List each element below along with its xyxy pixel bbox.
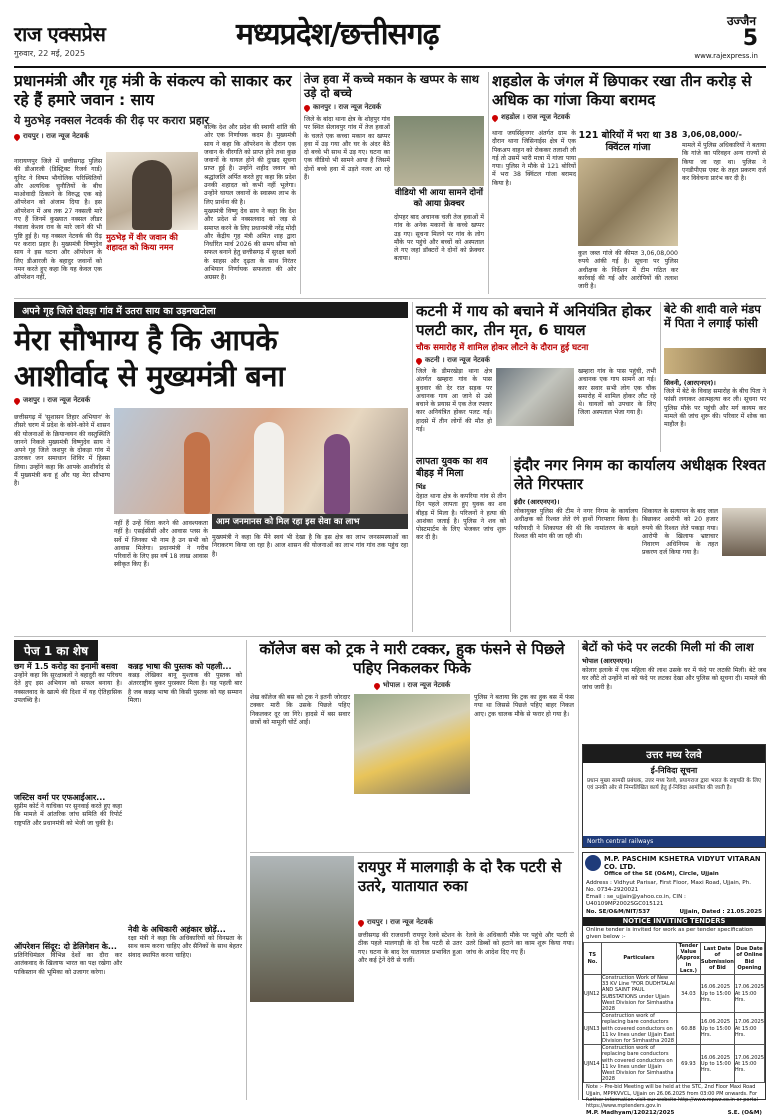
story-headline: तेज हवा में कच्चे मकान के खप्पर के साथ उड़े दो बच्चे xyxy=(304,72,479,100)
story-headline: रायपुर में मालगाड़ी के दो रैक पटरी से उतरे, यातायात रुका xyxy=(358,858,562,895)
cm-photo xyxy=(106,152,198,230)
website: www.rajexpress.in xyxy=(694,52,758,60)
item-title: नेवी के अधिकारी अहंकार छोड़ें... xyxy=(128,925,226,934)
table-header-cell: Particulars xyxy=(602,943,677,975)
photo-caption: 121 बोरियों में भरा था 38 क्विंटल गांजा xyxy=(578,130,678,153)
city-name: उज्जैन xyxy=(726,14,756,28)
table-cell: 16.06.2025 Up to 15:00 Hrs. xyxy=(700,975,734,1013)
headline-line: मेरा सौभाग्य है कि आपके xyxy=(14,323,278,357)
item-title: ऑपरेशन सिंदूर: दो डेलिगेशन के... xyxy=(14,942,117,951)
story-headline: शहडोल के जंगल में छिपाकर रखा तीन करोड़ से अधिक का गांजा किया बरामद xyxy=(492,72,752,109)
masthead xyxy=(14,8,766,64)
kicker-text: अपने गृह जिले दोवड़ा गांव में उतरा साय का उड़नखटोला xyxy=(22,306,216,317)
cm-event-photo xyxy=(114,408,408,514)
byline: सिवनी, (आरएनएन)। xyxy=(664,379,716,387)
story-column: थाना जयसिंहनगर अंतर्गत ग्राम के दौरान थाना जिसिनाईस क्षेत्र में एक पिकअप वाहन को रोककर तलाशी ली गई तो उसमें भारी मात्रा में गांजा पाया गया। पुलिस ने मौके से 121 बोरियों में भरा 38 क्विंटल गांजा बरामद किया है। xyxy=(492,130,576,187)
story-column: शेख कॉलेज की बस को ट्रक ने इतनी जोरदार टक्कर मारी कि उसके पिछले पहिए निकलकर दूर जा गिरे। हादसे में बस सवार छात्रों को मामूली चोटें आईं। xyxy=(250,694,350,726)
byline: कानपुर । राज न्यूज नेटवर्क xyxy=(313,103,382,111)
story-headline: बेटे की शादी वाले मंडप में पिता ने लगाई फांसी xyxy=(664,302,761,330)
bus-photo xyxy=(354,694,470,794)
kicker xyxy=(14,302,408,318)
issue-date: गुरुवार, 22 मई, 2025 xyxy=(14,49,86,58)
table-cell: 17.06.2025 At 15:00 Hrs. xyxy=(734,1013,764,1045)
story-column: नारायणपुर जिले में छत्तीसगढ़ पुलिस की डीआरजी (डिस्ट्रिक्ट रिजर्व गार्ड) यूनिट ने विषम भौगोलिक परिस्थितियों और अत्यधिक चुनौतियों के बीच माओवादी ठिकाने के विरुद्ध एक बड़े ऑपरेशन को अंजाम दिया है। इस ऑपरेशन में अब तक 27 नक्सली मारे गए हैं जिनमें कुख्यात नक्सल लीडर नंबाला केशव राव के मारे जाने की भी पुष्टि हुई है। यह नक्सल नेटवर्क की रीढ़ पर करारा प्रहार है। मुख्यमंत्री विष्णुदेव साय ने इस घटना और ऑपरेशन के लिए डीआरजी के बहादुर जवानों को नमन करते हुए कहा कि यह केवल एक ऑपरेशन नहीं, xyxy=(14,158,102,282)
story-column: शिकायत के सत्यापन के बाद जाल बिछाकर आरोपी को 20 हजार रुपये की रिश्वत लेते पकड़ा गया। आरोपी के खिलाफ भ्रष्टाचार निवारण अधिनियम के तहत प्रकरण दर्ज किया गया है। xyxy=(642,508,718,557)
item-text: कन्नड़ लेखिका बानू मुश्ताक की पुस्तक को अंतरराष्ट्रीय बुकर पुरस्कार मिला है। यह पहली बार है जब कन्नड़ भाषा की किसी पुस्तक को यह सम्मान मिला। xyxy=(128,672,242,704)
table-header-cell: TS No. xyxy=(584,943,602,975)
person-silhouette-icon xyxy=(254,422,284,514)
story-bhind xyxy=(416,456,506,632)
item-title: छग में 1.5 करोड़ का इनामी बसवा xyxy=(14,662,118,671)
tender-table xyxy=(583,942,765,1083)
story-wind xyxy=(304,72,484,294)
story-column: बल्कि देश और प्रदेश की स्थायी शांति की ओर एक निर्णायक कदम है। मुख्यमंत्री साय ने कहा कि ऑपरेशन के दौरान एक जवान के वीरगति को प्राप्त होने तथा कुछ जवानों के घायल होने की दुःखद सूचना प्राप्त हुई है। उन्होंने शहीद जवान को श्रद्धांजलि अर्पित करते हुए कहा कि प्रदेश उनकी शहादत को कभी नहीं भूलेगा। उन्होंने घायल जवानों के स्वास्थ्य लाभ के लिए प्रार्थना की है। xyxy=(204,124,296,206)
table-cell: UJN12 xyxy=(584,975,602,1013)
ad-office: Office of the SE (O&M), Circle, Ujjain xyxy=(604,871,719,877)
story-headline: पेज 1 का शेष xyxy=(14,640,98,661)
table-row xyxy=(584,975,765,1013)
story-pm-cm xyxy=(14,72,296,294)
story-headline: कॉलेज बस को ट्रक ने मारी टक्कर, हुक फंसने से पिछले पहिए निकलकर फिके xyxy=(259,640,565,677)
page-number: 5 xyxy=(742,26,758,51)
table-cell: 17.06.2025 At 15:00 Hrs. xyxy=(734,975,764,1013)
table-header-row xyxy=(584,943,765,975)
photo-caption: वीडियो भी आया सामने दोनों को आया फ्रेक्चर xyxy=(394,188,484,209)
item-text: प्रतिनिधिमंडल विभिन्न देशों का दौरा कर आतंकवाद के खिलाफ भारत का पक्ष रखेगा और पाकिस्तान की भूमिका को उजागर करेगा। xyxy=(14,952,122,976)
story-column: देहात थाना क्षेत्र के कपरिया गांव से तीन दिन पहले लापता हुए युवक का शव बीहड़ में मिला है। परिजनों ने हत्या की आशंका जताई है। पुलिस ने शव को पोस्टमार्टम के लिए भेजकर जांच शुरू कर दी है। xyxy=(416,493,506,542)
story-column: पुलिस ने बताया कि ट्रक का हुक बस में फंस गया था जिससे पिछले पहिए बाहर निकल आए। ट्रक चालक मौके से फरार हो गया है। xyxy=(474,694,574,718)
ganja-photo xyxy=(578,158,678,246)
table-header-cell: Tender Value (Approx in Lacs.) xyxy=(676,943,700,974)
story-ganja xyxy=(492,72,766,294)
story-column: खम्हारा गांव के पास पहुंची, तभी अचानक एक गाय सामने आ गई। कार सवार सभी लोग एक चौक समारोह में शामिल होकर लौट रहे थे। घायलों को उपचार के लिए जिला अस्पताल भेजा गया है। xyxy=(578,368,656,417)
train-photo xyxy=(250,856,354,1002)
story-column: छत्तीसगढ़ में 'सुशासन तिहार अभियान' के तीसरे चरण में प्रदेश के कोने-कोने में शासन की योजनाओं के क्रियान्वयन की वस्तुस्थिति जानने निकले मुख्यमंत्री विष्णुदेव साय ने अपने गृह जिले जशपुर के दोकड़ा गांव में उतरकर जन समाधान शिविर में हिस्सा लिया। उन्होंने कहा कि आपके आशीर्वाद से मैं मुख्यमंत्री बना हूं और यह मेरा सौभाग्य है। xyxy=(14,414,110,488)
table-cell: UJN14 xyxy=(584,1045,602,1083)
byline: भोपाल (आरएनएन)। xyxy=(582,657,633,665)
story-page1-remainder xyxy=(14,640,242,1100)
byline: कटनी । राज न्यूज नेटवर्क xyxy=(425,356,490,364)
ad-address: Address : Vidhyut Parisar, First Floor, Maxi Road, Ujjain, Ph. No. 0734-2920021 xyxy=(586,880,751,893)
ad-title: उत्तर मध्य रेलवे xyxy=(583,745,765,763)
byline: इंदौर (आरएनएन)। xyxy=(514,498,560,506)
ad-footer-right: S.E. (O&M) xyxy=(727,1110,762,1117)
masthead-rule xyxy=(14,66,766,68)
story-bhopal-mother xyxy=(582,640,766,740)
table-cell: 16.06.2025 Up to 15:00 Hrs. xyxy=(700,1045,734,1083)
person-silhouette-icon xyxy=(132,160,172,230)
byline: रायपुर । राज न्यूज नेटवर्क xyxy=(367,918,433,926)
notice-title: NOTICE INVITING TENDERS xyxy=(583,917,765,926)
story-column: जिले के डीमरखेड़ा थाना क्षेत्र अंतर्गत खम्हारा गांव के पास बुधवार की देर रात सड़क पर अचानक गाय आ जाने से उसे बचाने के प्रयास में एक तेज रफ्तार कार अनियंत्रित होकर पलट गई। हादसे में तीन लोगों की मौत हो गई। xyxy=(416,368,492,434)
seoni-photo xyxy=(664,348,766,374)
story-column: जिले में बेटे के विवाह समारोह के बीच पिता ने फांसी लगाकर आत्महत्या कर ली। सूचना पर पुलिस मौके पर पहुंची और मर्ग कायम कर मामले की जांच शुरू की। परिवार में शोक का माहौल है। xyxy=(664,388,766,429)
story-headline: लापता युवक का शव बीहड़ में मिला xyxy=(416,456,488,479)
table-cell: 69.93 xyxy=(676,1045,700,1083)
story-headline: कटनी में गाय को बचाने में अनियंत्रित होकर पलटी कार, तीन मृत, 6 घायल xyxy=(416,302,652,339)
ad-ref-date: Ujjain, Dated : 21.05.2025 xyxy=(679,909,762,915)
table-row xyxy=(584,1013,765,1045)
notice-sub: Online tender is invited for work as per tender specification given below :- xyxy=(586,927,753,940)
story-seoni xyxy=(664,302,766,452)
location-pin-icon xyxy=(13,132,21,140)
person-silhouette-icon xyxy=(324,434,350,514)
story-jashpur xyxy=(14,302,408,632)
item-text: उन्होंने कहा कि सुरक्षाबलों ने बहादुरी का परिचय देते हुए इस अभियान को सफल बनाया है। नक्सलवाद के खात्मे की दिशा में यह ऐतिहासिक उपलब्धि है। xyxy=(14,672,122,704)
section-title: मध्यप्रदेश/छत्तीसगढ़ xyxy=(236,17,439,52)
location-pin-icon xyxy=(357,918,365,926)
location-pin-icon xyxy=(491,113,499,121)
story-headline: इंदौर नगर निगम का कार्यालय अधीक्षक रिश्वत लेते गिरफ्तार xyxy=(514,456,766,493)
story-column: लोकायुक्त पुलिस की टीम ने नगर निगम के कार्यालय अधीक्षक को रिश्वत लेते रंगे हाथों गिरफ्तार किया है। फरियादी ने शिकायत की थी कि नामांतरण के बदले रिश्वत की मांग की जा रही थी। xyxy=(514,508,638,540)
company-logo-icon xyxy=(585,855,601,871)
headline-line: आशीर्वाद से मुख्यमंत्री बना xyxy=(14,359,285,393)
item-title: कन्नड़ भाषा की पुस्तक को पहली... xyxy=(128,662,232,671)
story-headline: प्रधानमंत्री और गृह मंत्री के संकल्प को साकार कर रहे हैं हमारे जवान : साय xyxy=(14,72,292,109)
table-cell: UJN13 xyxy=(584,1013,602,1045)
table-cell: Construction Work of New 33 KV Line "FOR DUDHTALAI AND SAINT PAUL SUBSTATIONS under Ujjain West Division for Simhastha 2028 xyxy=(602,975,675,1013)
story-katni xyxy=(416,302,656,452)
location-pin-icon xyxy=(372,681,380,689)
ad-company: M.P. PASCHIM KSHETRA VIDYUT VITARAN CO. LTD. xyxy=(604,855,761,871)
story-college-bus xyxy=(250,640,574,848)
table-cell: 34.03 xyxy=(676,975,700,1013)
byline: शहडोल । राज न्यूज नेटवर्क xyxy=(501,113,571,121)
location-pin-icon xyxy=(303,103,311,111)
table-header-cell: Last Date of Submission of Bid xyxy=(700,943,734,975)
story-subhead: ये मुठभेड़ नक्सल नेटवर्क की रीढ़ पर करारा प्रहार xyxy=(14,114,209,127)
ad-cin: Email : se_ujjain@yahoo.co.in, CIN : U40109MP2002SGC015121 xyxy=(586,894,686,907)
table-row xyxy=(584,1045,765,1083)
amount-highlight: 3,06,08,000/- xyxy=(682,130,742,139)
byline: जशपुर । राज न्यूज नेटवर्क xyxy=(23,396,91,404)
item-text: रक्षा मंत्री ने कहा कि अधिकारियों को विनम्रता के साथ काम करना चाहिए और सैनिकों के साथ बेहतर संवाद स्थापित करना चाहिए। xyxy=(128,935,242,959)
car-accident-photo xyxy=(496,368,574,426)
photo-caption: मुठभेड़ में वीर जवान की शहादत को किया नमन xyxy=(106,232,178,252)
table-cell: 16.06.2025 Up to 15:00 Hrs. xyxy=(700,1013,734,1045)
ad-footer-left: M.P. Madhyam/120212/2025 xyxy=(586,1110,675,1117)
table-header-cell: Due Date of Online Bid Opening xyxy=(734,943,764,975)
ad-body: प्रधान मुख्य सामग्री प्रबंधक, उत्तर मध्य रेलवे, प्रयागराज द्वारा भारत के राष्ट्रपति के लिए एवं उनकी ओर से निम्नलिखित कार्य हेतु ई-निविदा आमंत्रित की जाती है। xyxy=(587,778,761,792)
photo-caption: आम जनमानस को मिल रहा इस सेवा का लाभ xyxy=(212,514,408,529)
ad-note: Note :- Pre-bid Meeting will be held at the STC, 2nd Floor Maxi Road Ujjain, MPPKVVCL, Ujjain on 26.06.2025 from 03:00 PM onwards. For further information visit our website http://www.mpwz.co.in or portal https://www.mptenders.gov.in xyxy=(586,1084,758,1110)
table-cell: 17.06.2025 At 15:00 Hrs. xyxy=(734,1045,764,1083)
table-cell: 60.88 xyxy=(676,1013,700,1045)
location-pin-icon xyxy=(13,396,21,404)
story-column: दोपहर बाद अचानक चली तेज हवाओं में गांव के अनेक मकानों के कच्चे खप्पर उड़ गए। सूचना मिलने पर गांव के लोग मौके पर पहुंचे और बच्चों को अस्पताल ले गए जहां डॉक्टरों ने दोनों को फ्रेक्चर बताया। xyxy=(394,214,484,263)
story-column: रेलवे के अधिकारी मौके पर पहुंचे और पटरी से उतरे डिब्बों को हटाने का काम शुरू किया गया। जांच के आदेश दिए गए हैं। xyxy=(466,932,574,956)
byline: भोपाल । राज न्यूज नेटवर्क xyxy=(382,681,451,689)
story-column: मुख्यमंत्री ने कहा कि मैंने स्वयं भी देखा है कि इस क्षेत्र का लाभ जनसमस्याओं का निराकरण किया जा रहा है। आज शासन की योजनाओं का लाभ गांव गांव तक पहुंच रहा है। xyxy=(212,534,408,558)
byline: रायपुर । राज न्यूज नेटवर्क xyxy=(23,132,89,140)
mpwz-tender-ad xyxy=(582,852,766,1117)
item-text: सुप्रीम कोर्ट ने याचिका पर सुनवाई करते हुए कहा कि मामले में आंतरिक जांच समिति की रिपोर्ट राष्ट्रपति और प्रधानमंत्री को भेजी जा चुकी है। xyxy=(14,803,122,827)
location-pin-icon xyxy=(415,356,423,364)
story-subhead: चौक समारोह में शामिल होकर लौटने के दौरान हुई घटना xyxy=(416,343,589,353)
item-title: जस्टिस वर्मा पर एफआईआर... xyxy=(14,793,106,802)
story-column: मुख्यमंत्री विष्णु देव साय ने कहा कि देश और प्रदेश से नक्सलवाद को जड़ से समाप्त करने के लिए प्रधानमंत्री नरेंद्र मोदी और केंद्रीय गृह मंत्री अमित शाह द्वारा निर्धारित मार्च 2026 की समय सीमा को सफल बनाने हेतु छत्तीसगढ़ में सुरक्षा बलों के साहस और दृढ़ता के साथ निरंतर अभियान निर्णायक सफलता की ओर अग्रसर है। xyxy=(204,208,296,282)
byline: भिंड xyxy=(416,483,426,491)
story-column: कोलार इलाके में एक महिला की लाश उसके घर में फंदे पर लटकी मिली। बेटे जब घर लौटे तो उन्होंने मां को फंदे पर लटका देखा और पुलिस को सूचना दी। मामले की जांच जारी है। xyxy=(582,667,766,691)
ad-subtitle: ई-निविदा सूचना xyxy=(650,766,698,775)
table-cell: Construction work of replacing bare conductors with covered conductors on 11 kv lines under Ujjain East Division for Simhastha 2028 xyxy=(602,1013,675,1045)
wind-photo xyxy=(394,116,484,186)
paper-name: राज एक्सप्रेस xyxy=(14,22,106,46)
story-column: जिले के बांदा थाना क्षेत्र के शोहपुर गांव पर स्थित सेलावपुर गांव में तेज हवाओं के चलते एक कच्चा मकान का खप्पर हवा में उड़ गया और घर के अंदर बैठे दो बच्चे भी साथ में उड़ गए। घटना का एक वीडियो भी सामने आया है जिसमें दोनों बच्चे हवा में उड़ते नजर आ रहे हैं। xyxy=(304,116,390,182)
story-column: छत्तीसगढ़ की राजधानी रायपुर रेलवे स्टेशन के ठीक पहले मालगाड़ी के दो रैक पटरी से उतर गए। घटना के बाद रेल यातायात प्रभावित हुआ और कई ट्रेनें देरी से चलीं। xyxy=(358,932,462,964)
story-raipur-rail xyxy=(250,856,574,1100)
story-column: कुल जब्त गांजे की कीमत 3,06,08,000 रुपये आंकी गई है। सूचना पर पुलिस अधीक्षक के निर्देशन में टीम गठित कर कार्रवाई की गई और आरोपियों की तलाश जारी है। xyxy=(578,250,678,291)
story-headline: बेटों को फंदे पर लटकी मिली मां की लाश xyxy=(582,640,754,654)
story-indore xyxy=(514,456,766,632)
accused-photo xyxy=(722,508,766,556)
ad-footer: North central railways xyxy=(583,836,765,847)
story-column: नहीं हैं उन्हें चिंता करने की आवश्यकता नहीं है। एसईसीसी और आवास प्लस के सर्वे में जिनका भी नाम है उन सभी को आवास मिलेगा। प्रधानमंत्री ने गरीब परिवारों के लिए इस वर्ष 18 लाख आवास स्वीकृत किए हैं। xyxy=(114,520,208,569)
table-cell: Construction work of replacing bare conductors with covered conductors on 11 kv lines under Ujjain West Division for Simhastha 2028 xyxy=(602,1045,677,1083)
railway-tender-ad xyxy=(582,744,766,848)
ad-ref: No. SE/O&M/NIT/537 xyxy=(586,909,651,915)
person-silhouette-icon xyxy=(184,432,210,514)
story-column: मामले में पुलिस अधिकारियों ने बताया कि गांजे का परिवहन अन्य राज्यों से किया जा रहा था। पुलिस ने एनडीपीएस एक्ट के तहत प्रकरण दर्ज कर विवेचना प्रारंभ कर दी है। xyxy=(682,142,766,183)
